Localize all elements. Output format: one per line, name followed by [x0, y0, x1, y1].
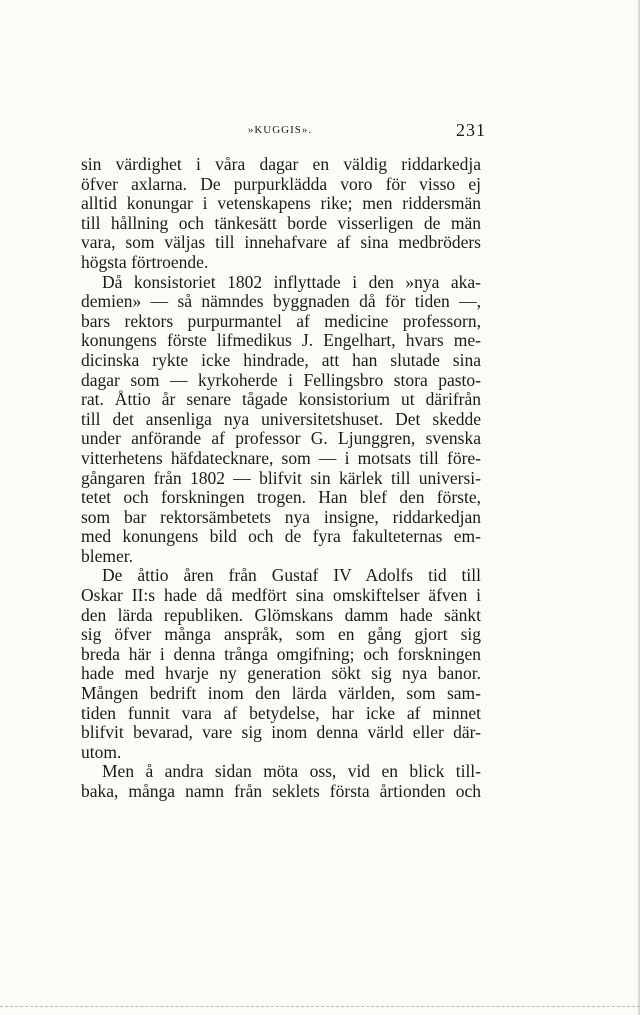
text-line: dicinska rykte icke hindrade, att han slutade sina [81, 349, 481, 370]
paragraph [81, 762, 481, 801]
text-line: till hållning och tänkesätt borde visserligen de män [81, 212, 481, 233]
text-line: sig öfver många anspråk, som en gång gjort sig [81, 624, 481, 645]
text-line: tiden funnit vara af betydelse, har icke af minnet [81, 702, 481, 723]
text-line: sin värdighet i våra dagar en väldig riddarkedja [81, 154, 481, 174]
paragraph [81, 155, 481, 273]
text-line: bars rektors purpurmantel af medicine professorn, [81, 310, 481, 331]
text-line: med konungens bild och de fyra fakulteternas em- [81, 526, 481, 547]
text-line: breda här i denna trånga omgifning; och forskningen [81, 643, 481, 664]
text-line: hade med hvarje ny generation sökt sig nya banor. [81, 663, 481, 684]
text-line: som bar rektorsämbetets nya insigne, riddarkedjan [81, 506, 481, 527]
text-line: under anförande af professor G. Ljunggren, svenska [81, 428, 481, 449]
text-line: tetet och forskningen trogen. Han blef den förste, [81, 487, 481, 508]
text-line: alltid konungar i vetenskapens rike; men riddersmän [81, 193, 481, 214]
text-line: Mången bedrift inom den lärda världen, som sam- [81, 683, 481, 704]
text-line: högsta förtroende. [81, 251, 209, 272]
text-line: baka, många namn från seklets första årtionden och [81, 781, 481, 801]
body-text [81, 155, 481, 802]
text-line: Då konsistoriet 1802 inflyttade i den »nya aka- [102, 271, 481, 292]
paragraph [81, 273, 481, 567]
text-line: De åttio åren från Gustaf IV Adolfs tid till [102, 565, 481, 586]
text-line: vara, som väljas till innehafvare af sina medbröders [81, 232, 481, 253]
text-line: den lärda republiken. Glömskans damm hade sänkt [81, 604, 481, 625]
text-line: blemer. [81, 545, 133, 566]
text-line: rat. Åttio år senare tågade konsistorium ut därifrån [81, 389, 481, 410]
text-line: vitterhetens häfdatecknare, som — i motsats till före- [81, 447, 481, 468]
text-line: utom. [81, 741, 122, 762]
text-line: gångaren från 1802 — blifvit sin kärlek till universi- [81, 467, 481, 488]
text-line: till det ansenliga nya universitetshuset. Det skedde [81, 408, 481, 429]
page-number: 231 [456, 120, 486, 140]
text-line: konungens förste lifmedikus J. Engelhart, hvars me- [81, 330, 481, 351]
page-edge-bottom [0, 1006, 640, 1007]
paragraph [81, 566, 481, 762]
text-line: demien» — så nämndes byggnaden då för tiden —, [81, 291, 481, 312]
text-line: dagar som — kyrkoherde i Fellingsbro stora pasto- [81, 369, 481, 390]
text-line: Oskar II:s hade då medfört sina omskiftelser äfven i [81, 585, 481, 606]
text-line: öfver axlarna. De purpurklädda voro för visso ej [81, 173, 481, 194]
text-line: Men å andra sidan möta oss, vid en blick till- [102, 761, 481, 782]
text-line: blifvit bevarad, vare sig inom denna värld eller där- [81, 722, 481, 743]
running-head: »KUGGIS». [247, 124, 313, 136]
